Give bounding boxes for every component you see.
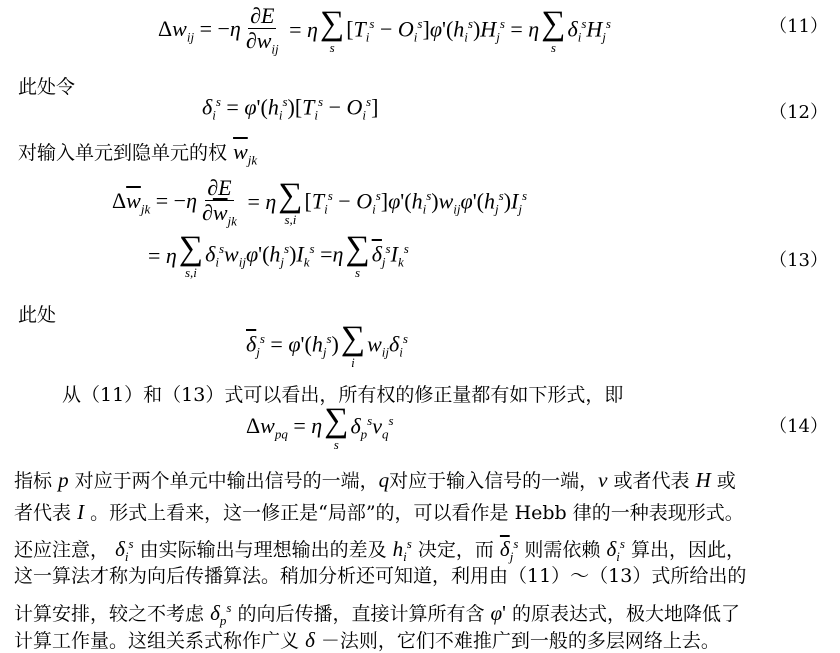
paragraph-line-6: 计算工作量。这组关系式称作广义 δ －法则，它们不难推广到一般的多层网络上去。 [14, 628, 720, 652]
equation-number: （12） [769, 102, 828, 123]
equation-12: $\delta_i^s = \varphi'(h_i^s)[T_i^s - O_i^s]$ [202, 94, 379, 123]
text-run: 则需依赖 [524, 539, 601, 561]
paragraph-line-2: 者代表 I 。形式上看来，这一修正是“局部”的，可以看作是 Hebb 律的一种表现形式。 [14, 500, 744, 524]
text-here: 此处 [18, 304, 57, 326]
text-intro-14: 从（11）和（13）式可以看出，所有权的修正量都有如下形式，即 [62, 384, 624, 406]
sum-symbol: ∑ i [340, 320, 366, 370]
text-run: 对应于两个单元中输出信号的一端， [74, 470, 379, 492]
text-run: 由实际输出与理想输出的差及 [139, 539, 387, 561]
equation-11-row [0, 3, 840, 57]
equation-13-line-2 [0, 232, 840, 292]
sum-symbol: ∑ s,i [178, 230, 204, 280]
text-let-here: 此处令 [18, 76, 76, 98]
equation-14-row [0, 404, 840, 460]
equation-13a: $\Delta\overline{w}_{jk} = -\eta$ $\frac{\partial E}{\partial\overline{w}_{jk}}$ = η ∑ s,i $[T_i^s - O_i^s]\varphi'(h_i^s)w_{ij}\varphi'(h_j^s)I_j^s$ [112, 175, 528, 229]
paragraph-line-5: 计算安排，较之不考虑 $\delta_p^s$ 的向后传播，直接计算所有含 φ' 的原表达式，极大地降低了 [14, 600, 740, 629]
equation-number: （13） [769, 250, 828, 271]
sum-symbol: ∑ s [324, 402, 349, 452]
paragraph-line-1: 指标 p 对应于两个单元中输出信号的一端，q对应于输入信号的一端，v 或者代表 H 或 [14, 468, 736, 492]
text-run: 对应于输入信号的一端， [389, 470, 599, 492]
text-run: 决定，而 [417, 539, 494, 561]
text-run: 计算安排，较之不考虑 [14, 603, 205, 625]
paragraph-line-4 [14, 560, 746, 592]
equation-11: $\Delta w_{ij} = -\eta$ $\frac{\partial E}{\partial w_{ij}}$ = η ∑ s $[T_i^s - O_i^s]\varphi'(h_i^s)H_j^s = \eta$ ∑ s $\delta_i^sH_j^s$ [158, 3, 611, 57]
text-weight-intro: 对输入单元到隐单元的权 [18, 142, 228, 164]
equation-12-row [0, 90, 840, 134]
text-run: 还应注意， [14, 539, 110, 561]
text-run: 或 [716, 470, 736, 492]
text-run: 计算工作量。这组关系式称作广义 [14, 630, 300, 652]
delta-bar-definition-row [0, 320, 840, 376]
equation-number: （14） [769, 416, 828, 437]
weight-intro-line: 对输入单元到隐单元的权 $\overline{w}_{jk}$ [18, 139, 258, 168]
equation-13b: = η ∑ s,i $\delta_i^sw_{ij}\varphi'(h_j^s)I_k^s =\eta$ ∑ s $\overline{\delta}_j^sI_k^s$ [148, 230, 409, 280]
fraction: $\frac{\partial E}{\partial w_{ij}}$ [245, 3, 279, 57]
text-run: －法则，它们不难推广到一般的多层网络上去。 [320, 630, 720, 652]
delta-bar-definition: $\overline{\delta}_j^s = \varphi'(h_j^s)$ ∑ i $w_{ij}\delta_i^s$ [246, 320, 408, 370]
sum-symbol: ∑ s [319, 4, 345, 55]
sum-symbol: ∑ s [345, 230, 370, 280]
text-run: 这一算法才称为向后传播算法。稍加分析还可知道，利用由（11）～（13）式所给出的 [14, 565, 747, 587]
text-run: 或者代表 [613, 470, 690, 492]
text-run: 。形式上看来，这一修正是“局部”的，可以看作是 Hebb 律的一种表现形式。 [90, 502, 744, 524]
text-run: 的原表达式，极大地降低了 [511, 603, 740, 625]
text-run: 算出，因此， [630, 539, 745, 561]
paragraph-line-3: 还应注意， $\delta_i^s$ 由实际输出与理想输出的差及 $h_i^s$ 决定，而 $\overline{\delta}_j^s$ 则需依赖 $\delta_i^s$ 算出，因此， [14, 536, 745, 565]
equation-number: （11） [769, 16, 828, 37]
text-run: 的向后传播，直接计算所有含 [237, 603, 485, 625]
text-run: 指标 [14, 470, 53, 492]
equation-14: $\Delta w_{pq} = \eta$ ∑ s $\delta_p^sv_q^s$ [246, 402, 394, 452]
fraction: $\frac{\partial E}{\partial\overline{w}_{jk}}$ [201, 175, 237, 229]
sum-symbol: ∑ s,i [278, 176, 303, 227]
text-run: 者代表 [14, 502, 72, 524]
sum-symbol: ∑ s [541, 4, 566, 55]
